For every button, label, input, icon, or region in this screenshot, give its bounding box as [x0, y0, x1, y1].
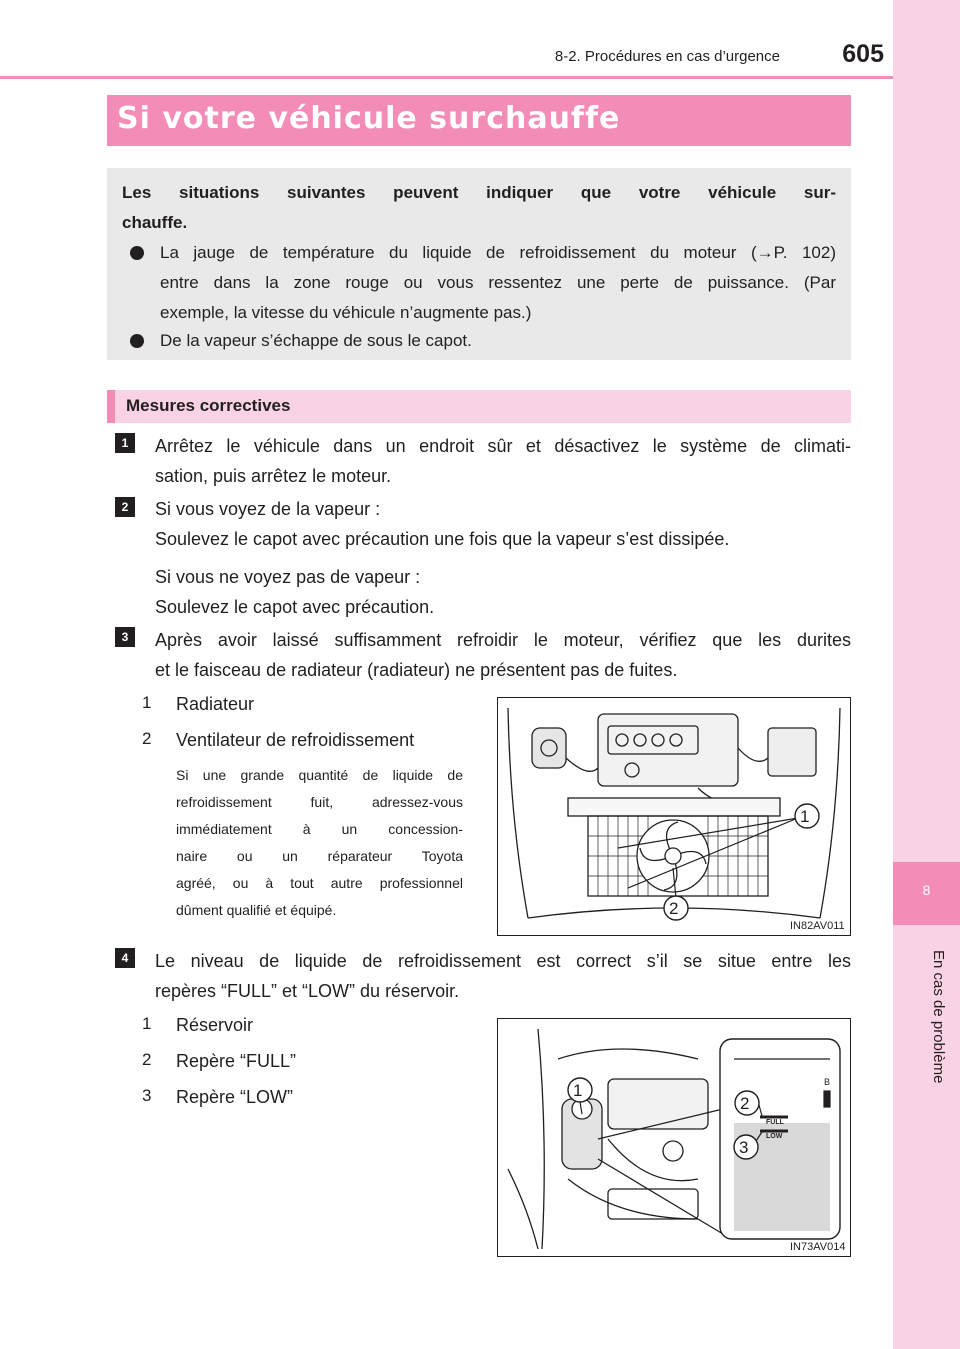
figure-marker-3: 3: [739, 1138, 749, 1157]
step-2-line-3: Si vous ne voyez pas de vapeur :: [155, 567, 421, 587]
callout-label-full-mark: Repère “FULL”: [176, 1051, 297, 1071]
step-number-3: 3: [115, 627, 135, 647]
callout-label-cooling-fan: Ventilateur de refroidissement: [176, 730, 415, 750]
step-1-line-1: Arrêtez le véhicule dans un endroit sûr et désactivez le système de climati-: [155, 436, 851, 456]
step-3-line-2: et le faisceau de radiateur (radiateur) ne présentent pas de fuites.: [155, 660, 678, 680]
step-2-line-4: Soulevez le capot avec précaution.: [155, 597, 435, 617]
callout-label-reservoir: Réservoir: [176, 1015, 254, 1035]
note-line-4: naire ou un réparateur Toyota: [176, 848, 463, 864]
bullet-dot: [130, 246, 144, 260]
intro-bullet-2-line-1: De la vapeur s’échappe de sous le capot.: [160, 331, 472, 350]
note-line-6: dûment qualifié et équipé.: [176, 902, 337, 918]
chapter-title: En cas de problème: [930, 950, 947, 1084]
note-line-5: agréé, ou à tout autre professionnel: [176, 875, 463, 891]
callout-number-2: 2: [142, 729, 152, 748]
callout-number-3: 3: [142, 1086, 152, 1105]
figure-marker-1: 1: [573, 1081, 583, 1100]
callout-number-1: 1: [142, 1014, 152, 1033]
header-rule: [0, 76, 893, 79]
intro-bullet-1-line-1: La jauge de température du liquide de refroidissement du moteur (→P. 102): [160, 243, 836, 262]
running-head: 8-2. Procédures en cas d’urgence: [554, 48, 780, 65]
figure-code: IN73AV014: [790, 1241, 846, 1253]
step-2-line-1: Si vous voyez de la vapeur :: [155, 499, 381, 519]
step-3-line-1: Après avoir laissé suffisamment refroidir le moteur, vérifiez que les durites: [155, 630, 851, 650]
note-line-3: immédiatement à un concession-: [176, 821, 463, 837]
step-number-4: 4: [115, 948, 135, 968]
figure-marker-2: 2: [740, 1094, 750, 1113]
note-line-1: Si une grande quantité de liquide de: [176, 767, 463, 783]
note-line-2: refroidissement fuit, adressez-vous: [176, 794, 463, 810]
intro-lead-line-2: chauffe.: [122, 213, 188, 232]
intro-lead-line-1: Les situations suivantes peuvent indiquer que votre véhicule sur-: [122, 183, 836, 202]
callout-number-1: 1: [142, 693, 152, 712]
page-number: 605: [842, 40, 884, 68]
step-4-line-2: repères “FULL” et “LOW” du réservoir.: [155, 981, 460, 1001]
chapter-number: 8: [922, 882, 931, 898]
step-1-line-2: sation, puis arrêtez le moteur.: [155, 466, 392, 486]
intro-bullet-1-line-3: exemple, la vitesse du véhicule n’augmente pas.): [160, 303, 532, 322]
callout-number-2: 2: [142, 1050, 152, 1069]
chapter-side-tab: [893, 0, 960, 1349]
intro-bullet-1-line-2: entre dans la zone rouge ou vous ressentez une perte de puissance. (Par: [160, 273, 836, 292]
step-4-line-1: Le niveau de liquide de refroidissement est correct s’il se situe entre les: [155, 951, 851, 971]
step-number-2: 2: [115, 497, 135, 517]
low-mark-label: LOW: [766, 1133, 783, 1140]
figure-code: IN82AV011: [790, 920, 845, 932]
reservoir-figure: [497, 1018, 851, 1257]
step-number-1: 1: [115, 433, 135, 453]
section-title: Mesures correctives: [126, 396, 291, 415]
figure-marker-1: 1: [800, 807, 810, 826]
page-title: Si votre véhicule surchauffe: [117, 101, 621, 136]
cap-letter: B: [824, 1077, 831, 1087]
engine-bay-figure: [497, 697, 851, 936]
bullet-dot: [130, 334, 144, 348]
section-header-accent: [107, 390, 115, 423]
callout-label-radiator: Radiateur: [176, 694, 255, 714]
full-mark-label: FULL: [766, 1119, 784, 1126]
callout-label-low-mark: Repère “LOW”: [176, 1087, 294, 1107]
step-2-line-2: Soulevez le capot avec précaution une fois que la vapeur s’est dissipée.: [155, 529, 730, 549]
figure-marker-2: 2: [669, 899, 679, 918]
